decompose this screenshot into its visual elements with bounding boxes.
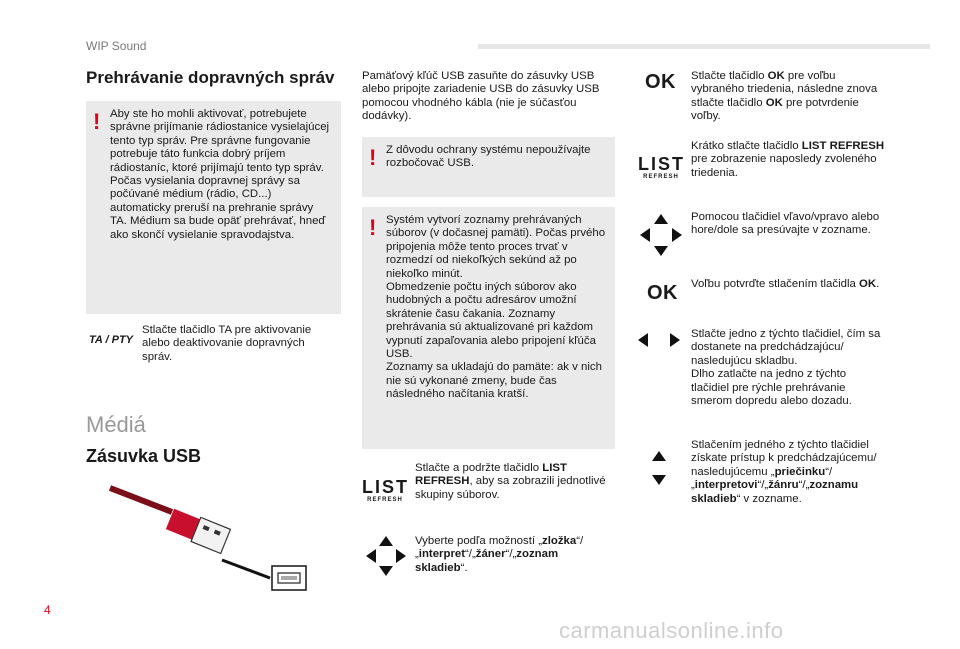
list-refresh-button-icon: LIST REFRESH [362, 477, 409, 503]
ta-instruction: Stlačte tlačidlo TA pre aktivovanie alebo deaktivovanie dopravných správ. [142, 324, 312, 363]
warning-box-playlists [362, 207, 615, 449]
media-heading: Médiá [86, 412, 146, 437]
usb-port-illustration [90, 480, 340, 600]
hub-note-text: Z dôvodu ochrany systému nepoužívajte rozbočovač USB. [386, 144, 591, 170]
ta-pty-button-icon: TA / PTY [89, 334, 133, 346]
section-title-traffic: Prehrávanie dopravných správ [86, 68, 335, 87]
arrow-pad-icon [364, 534, 408, 578]
ok-validate-step: Voľbu potvrďte stlačením tlačidla OK. [691, 278, 880, 290]
header-rule [478, 44, 930, 49]
choose-sort-step: Vyberte podľa možností „zložka“/ „interpret“/„žáner“/„zoznam skladieb“. [415, 535, 584, 574]
arrow-pad-icon [638, 212, 684, 258]
warning-icon: ! [369, 215, 377, 240]
track-skip-step: Stlačte jedno z týchto tlačidiel, čím sa dostanete na predchádzajúcu/ nasledujúcu skladbu. Dlho zatlačte na jedno z týchto tlačidiel pre rýchle prehrávanie smerom dopredu alebo dozadu. [691, 328, 881, 408]
warning-icon: ! [93, 109, 101, 134]
watermark: carmanualsonline.info [559, 618, 784, 643]
list-refresh-step: Stlačte a podržte tlačidlo LIST REFRESH, aby sa zobrazili jednotlivé skupiny súborov. [415, 462, 606, 501]
list-refresh-button-icon: LIST REFRESH [638, 154, 685, 180]
list-refresh-short-step: Krátko stlačte tlačidlo LIST REFRESH pre zobrazenie naposledy zvoleného triedenia. [691, 140, 885, 179]
ok-confirm-step: Stlačte tlačidlo OK pre voľbu vybraného triedenia, následne znova stlačte tlačidlo OK pre potvrdenie voľby. [691, 70, 878, 123]
warning-box-hub [362, 137, 615, 197]
warning-text: Aby ste ho mohli aktivovať, potrebujete správne prijímanie rádiostanice vysielajúcej tento typ správ. Pre správne fungovanie potrebuje táto funkcia dobrý príjem rádiostaníc, ktoré prijímajú tento typ správ. Počas vysielania dopravnej správy sa počúvané médium (rádio, CD...) automaticky preruší na prehranie správy TA. Médium sa bude opäť prehrávať, hneď ako skončí vysielanie spravodajstva. [110, 108, 330, 241]
usb-heading: Zásuvka USB [86, 446, 202, 466]
navigate-list-step: Pomocou tlačidiel vľavo/vpravo alebo hore/dole sa presúvajte v zozname. [691, 211, 880, 237]
ok-button-icon: OK [647, 282, 678, 304]
ok-button-icon: OK [645, 71, 676, 93]
folder-skip-step: Stlačením jedného z týchto tlačidiel získate prístup k predchádzajúcemu/ nasledujúcemu „priečinku“/ „interpretovi“/„žánru“/„zoznamu skladieb“ v zozname. [691, 439, 877, 505]
page-number: 4 [44, 603, 51, 617]
warning-icon: ! [369, 145, 377, 170]
warning-box-traffic [86, 101, 341, 314]
running-header: WIP Sound [86, 39, 147, 53]
left-right-arrows-icon [636, 332, 682, 348]
up-down-arrows-icon [650, 450, 668, 486]
playlists-note-text: Systém vytvorí zoznamy prehrávaných súborov (v dočasnej pamäti). Počas prvého pripojenia môže tento proces trvať v rozmedzí od niekoľkých sekúnd až po niekoľko minút. Obmedzenie počtu iných súborov ako hudobných a počtu adresárov umožní skrátenie času čakania. Zoznamy prehrávania sú aktualizované pri každom vypnutí zapaľovania alebo pripojení kľúča USB. Zoznamy sa ukladajú do pamäte: ak v nich nie sú vykonané zmeny, bude čas následného načítania kratší. [386, 214, 606, 401]
usb-intro: Pamäťový kľúč USB zasuňte do zásuvky USB alebo pripojte zariadenie USB do zásuvky USB pomocou vhodného kábla (nie je súčasťou dodávky). [362, 70, 600, 123]
